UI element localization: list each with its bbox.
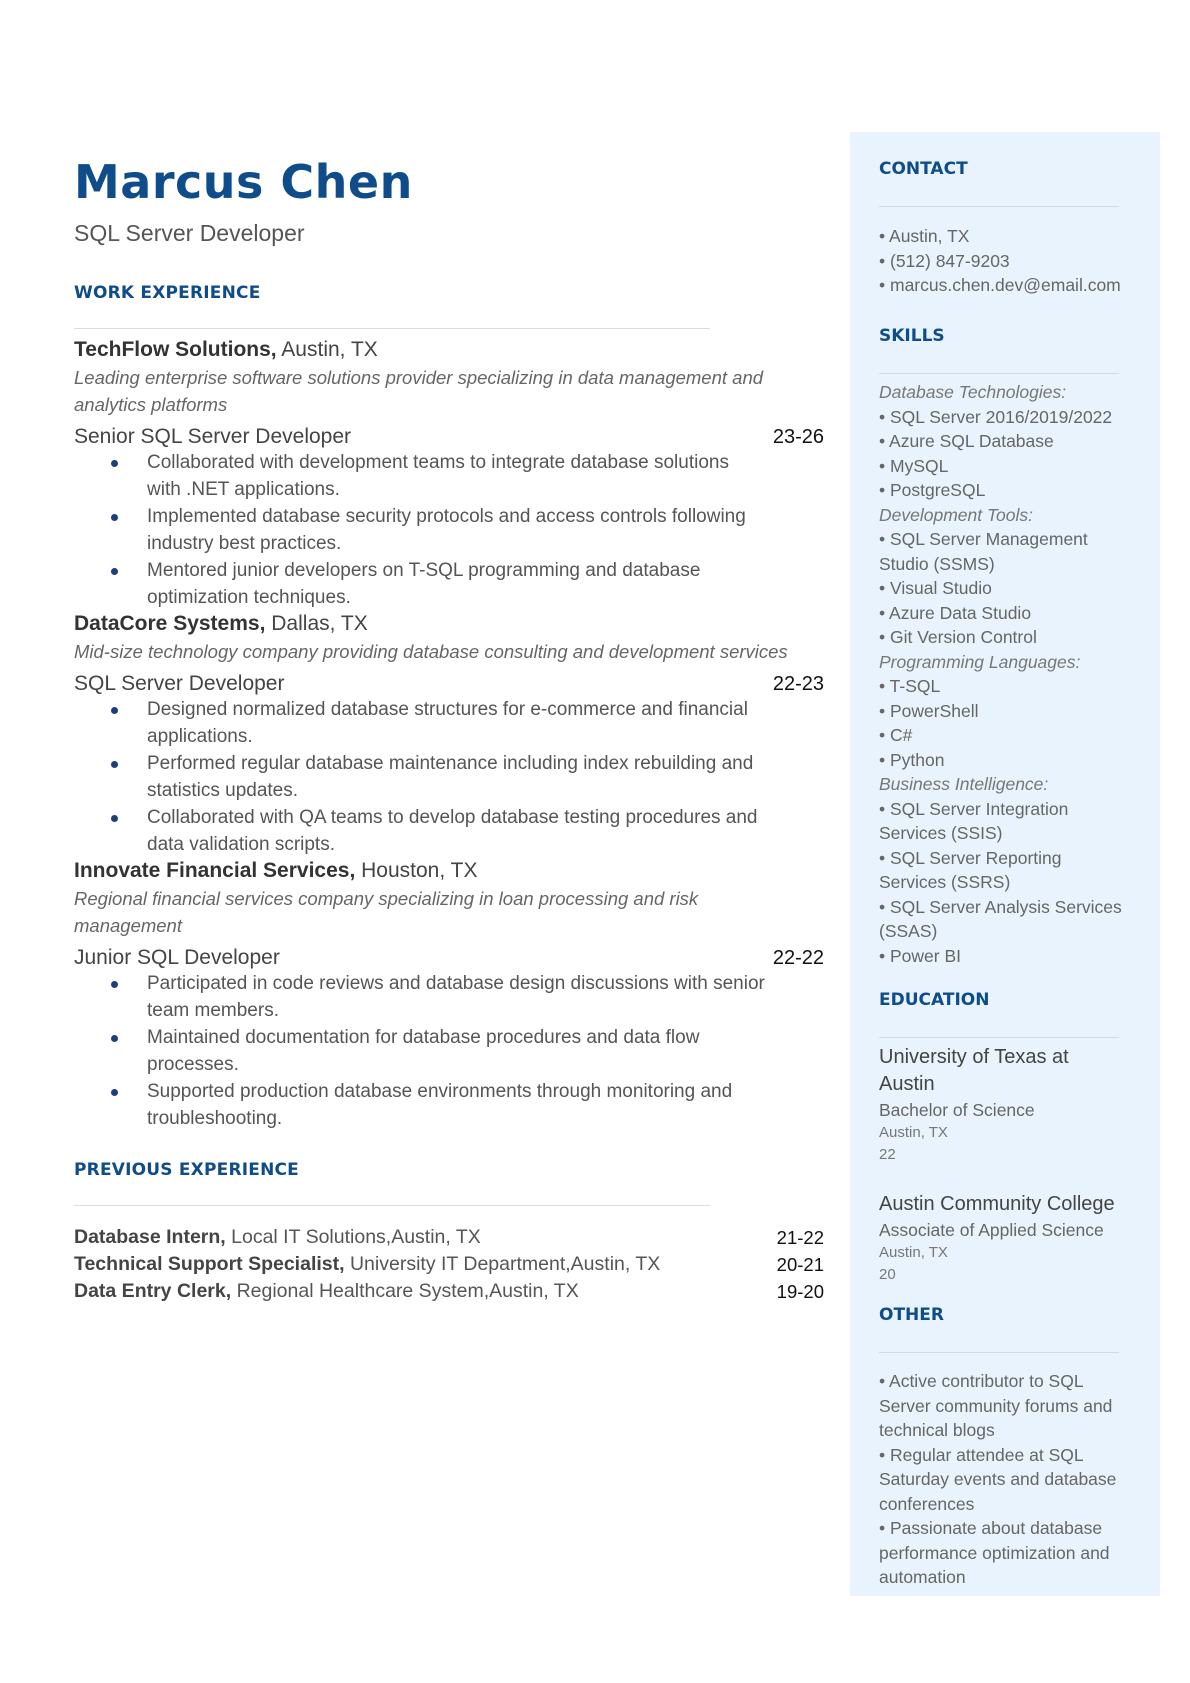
company-description-line: analytics platforms — [74, 394, 228, 416]
company-name: DataCore Systems, — [74, 612, 266, 636]
role-row — [74, 946, 824, 970]
company-line — [74, 859, 824, 883]
skill-category: Development Tools: — [879, 504, 1034, 525]
contact-location: • Austin, TX — [879, 226, 970, 246]
previous-org: Regional Healthcare System,Austin, TX — [236, 1280, 579, 1303]
skill-item: • SQL Server Management — [879, 529, 1088, 549]
work-experience-heading: WORK EXPERIENCE — [74, 283, 261, 304]
skill-category: Database Technologies: — [879, 382, 1067, 402]
skill-category: Programming Languages: — [879, 651, 1081, 672]
skill-item: Services (SSIS) — [879, 823, 1003, 843]
job-entry — [74, 338, 824, 611]
other-item-line: performance optimization and — [879, 1542, 1110, 1563]
company-line — [74, 612, 824, 636]
company-location: Dallas, TX — [271, 612, 368, 636]
role-row — [74, 672, 824, 696]
skill-item: • Azure Data Studio — [879, 602, 1032, 623]
school-location: Austin, TX — [879, 1124, 948, 1141]
company-description-line: Leading enterprise software solutions provider specializing in data management and — [74, 367, 764, 389]
contact-phone: • (512) 847-9203 — [879, 250, 1010, 271]
other-item-line: • Passionate about database — [879, 1518, 1103, 1538]
list-item: Designed normalized database structures for e-commerce and financial applications. — [74, 696, 824, 750]
skills-heading: SKILLS — [879, 326, 945, 346]
skill-item: • Power BI — [879, 945, 961, 966]
skill-item: • MySQL — [879, 455, 949, 476]
other-item-line: automation — [879, 1567, 966, 1587]
graduation-year: 20 — [879, 1266, 896, 1283]
other-item-line: conferences — [879, 1493, 975, 1514]
skill-item: • PostgreSQL — [879, 480, 986, 500]
responsibility-list — [74, 970, 824, 1132]
company-description-line: Mid-size technology company providing database consulting and development services — [74, 641, 788, 663]
list-item: Participated in code reviews and database design discussions with senior team members. — [74, 970, 824, 1024]
school-name: University of Texas at Austin — [879, 1046, 1069, 1095]
degree: Bachelor of Science — [879, 1100, 1035, 1120]
role-title: SQL Server Developer — [74, 672, 285, 696]
company-name: TechFlow Solutions, — [74, 338, 277, 362]
other-heading: OTHER — [879, 1305, 944, 1325]
bullet-icon — [111, 707, 118, 714]
list-item: Collaborated with development teams to integrate database solutions with .NET applications. — [74, 449, 824, 503]
company-description-line: Regional financial services company specializing in loan processing and risk — [74, 888, 699, 910]
degree: Associate of Applied Science — [879, 1220, 1104, 1240]
other-list — [879, 1369, 1139, 1590]
role-title: Senior SQL Server Developer — [74, 425, 352, 449]
skill-item: • SQL Server Reporting — [879, 847, 1062, 868]
skill-item: • Azure SQL Database — [879, 431, 1054, 451]
list-item: Collaborated with QA teams to develop database testing procedures and data validation scripts. — [74, 804, 824, 858]
previous-date: 21-22 — [776, 1227, 824, 1249]
other-item-line: technical blogs — [879, 1420, 995, 1440]
role-date: 22-23 — [772, 673, 824, 696]
company-description — [74, 638, 824, 665]
previous-role: Database Intern, — [74, 1226, 226, 1249]
company-description — [74, 364, 824, 418]
previous-org: Local IT Solutions,Austin, TX — [231, 1226, 481, 1249]
skill-item: • Git Version Control — [879, 627, 1037, 647]
bullet-icon — [111, 514, 118, 521]
company-name: Innovate Financial Services, — [74, 859, 356, 883]
other-item-line: • Regular attendee at SQL — [879, 1444, 1084, 1465]
previous-date: 20-21 — [776, 1254, 824, 1276]
skills-list — [879, 380, 1139, 968]
other-item-line: Server community forums and — [879, 1395, 1113, 1416]
skill-item: (SSAS) — [879, 921, 938, 941]
skill-item: • SQL Server Integration — [879, 798, 1069, 819]
other-item-line: • Active contributor to SQL — [879, 1371, 1084, 1391]
bullet-icon — [111, 761, 118, 768]
contact-heading: CONTACT — [879, 159, 968, 179]
role-date: 22-22 — [772, 947, 824, 970]
sidebar — [850, 132, 1160, 1596]
graduation-year: 22 — [879, 1146, 896, 1163]
previous-date: 19-20 — [776, 1281, 824, 1303]
skill-item: Services (SSRS) — [879, 872, 1011, 892]
company-description — [74, 885, 824, 939]
bullet-icon — [111, 1089, 118, 1096]
list-item: Mentored junior developers on T-SQL programming and database optimization techniques. — [74, 557, 824, 611]
school-name: Austin Community College — [879, 1193, 1115, 1215]
responsibility-list — [74, 449, 824, 611]
section-divider — [879, 373, 1119, 374]
previous-role: Technical Support Specialist, — [74, 1253, 345, 1276]
bullet-icon — [111, 981, 118, 988]
skill-item: Studio (SSMS) — [879, 553, 995, 574]
job-entry — [74, 612, 824, 858]
section-divider — [879, 206, 1119, 207]
skill-item: • T-SQL — [879, 676, 941, 696]
skill-item: • Python — [879, 749, 945, 770]
education-entry — [879, 1044, 1139, 1166]
contact-email: • marcus.chen.dev@email.com — [879, 275, 1121, 295]
section-divider — [879, 1037, 1119, 1038]
role-row — [74, 425, 824, 449]
previous-experience-list — [74, 1224, 824, 1305]
skill-item: • C# — [879, 725, 913, 745]
bullet-icon — [111, 568, 118, 575]
previous-org: University IT Department,Austin, TX — [349, 1253, 661, 1276]
skill-item: • PowerShell — [879, 700, 979, 721]
previous-role: Data Entry Clerk, — [74, 1280, 232, 1303]
school-location: Austin, TX — [879, 1244, 948, 1261]
skill-item: • Visual Studio — [879, 578, 992, 598]
list-item: Supported production database environments through monitoring and troubleshooting. — [74, 1078, 824, 1132]
candidate-title: SQL Server Developer — [74, 220, 305, 247]
other-item-line: Saturday events and database — [879, 1469, 1117, 1489]
contact-list — [879, 224, 1139, 298]
section-divider — [74, 1205, 710, 1206]
job-entry — [74, 859, 824, 1132]
company-location: Houston, TX — [361, 859, 478, 883]
list-item: Implemented database security protocols and access controls following industry best practices. — [74, 503, 824, 557]
education-heading: EDUCATION — [879, 990, 990, 1010]
company-line — [74, 338, 824, 362]
list-item: Performed regular database maintenance including index rebuilding and statistics updates. — [74, 750, 824, 804]
bullet-icon — [111, 460, 118, 467]
role-title: Junior SQL Developer — [74, 946, 280, 970]
skill-item: • SQL Server 2016/2019/2022 — [879, 406, 1113, 427]
company-location: Austin, TX — [281, 338, 378, 362]
section-divider — [879, 1352, 1119, 1353]
section-divider — [74, 328, 710, 329]
education-entry — [879, 1191, 1139, 1286]
list-item — [74, 1278, 824, 1305]
list-item — [74, 1224, 824, 1251]
skill-category: Business Intelligence: — [879, 774, 1049, 794]
responsibility-list — [74, 696, 824, 858]
main-column — [74, 155, 824, 1305]
skill-item: • SQL Server Analysis Services — [879, 896, 1122, 917]
candidate-name: Marcus Chen — [74, 155, 413, 209]
company-description-line: management — [74, 915, 182, 937]
list-item: Maintained documentation for database procedures and data flow processes. — [74, 1024, 824, 1078]
bullet-icon — [111, 815, 118, 822]
previous-experience-heading: PREVIOUS EXPERIENCE — [74, 1160, 299, 1181]
role-date: 23-26 — [772, 426, 824, 449]
bullet-icon — [111, 1035, 118, 1042]
list-item — [74, 1251, 824, 1278]
